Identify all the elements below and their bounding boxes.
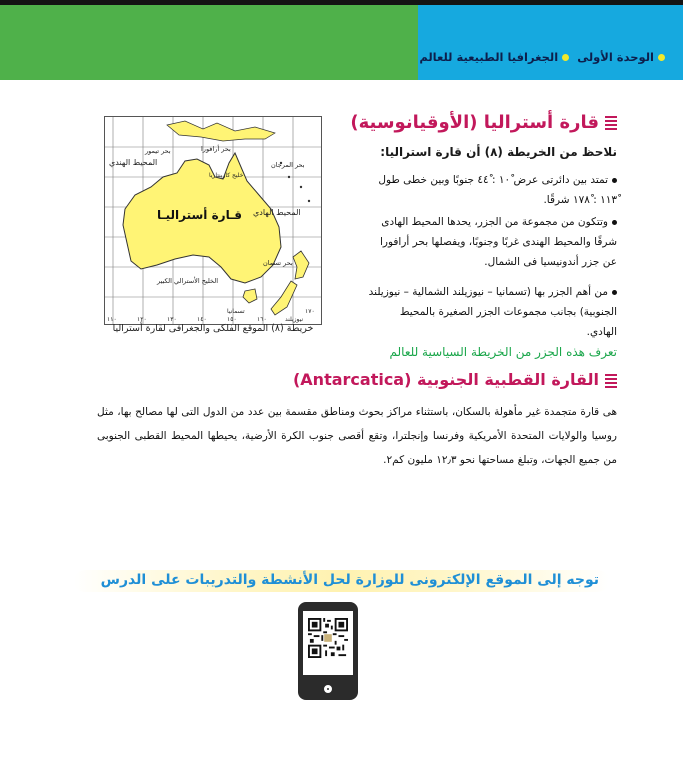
map-lon-tick: ١٧٠: [305, 308, 315, 315]
map-lon-tick: ١٢٠: [137, 316, 147, 323]
breadcrumb-chapter: الجغرافيا الطبيعية للعالم: [419, 50, 559, 64]
bullet-icon: [612, 220, 617, 225]
antarctica-title: القارة القطبية الجنوبية (Antarcatica): [292, 370, 599, 389]
phone-home-button-icon: [322, 683, 334, 695]
top-strip: [0, 0, 683, 5]
map-label-pacific-ocean: المحيط الهادي: [253, 208, 301, 217]
map-label-coral: بحر المرجان: [271, 161, 305, 169]
website-banner: [74, 570, 609, 592]
map-lon-tick: ١٤٠: [197, 316, 207, 323]
bullet-dot-icon: [658, 54, 665, 61]
top-banner: [0, 0, 683, 80]
qr-code-icon[interactable]: [308, 618, 348, 658]
australia-map: [104, 116, 322, 325]
map-lon-tick: ١٣٠: [167, 316, 177, 323]
bullet-icon: [612, 178, 617, 183]
breadcrumb: [419, 50, 669, 64]
bullet-dot-icon: [562, 54, 569, 61]
map-lon-tick: ١٦٠: [257, 316, 267, 323]
website-banner-text: توجه إلى الموقع الإلكترونى للوزارة لحل الأنشطة والتدريبات على الدرس: [100, 572, 599, 588]
breadcrumb-unit: الوحدة الأولى: [577, 50, 654, 64]
australia-bullet-1: [367, 170, 617, 210]
green-band: [0, 0, 418, 80]
australia-heading: [350, 112, 617, 133]
australia-intro: نلاحظ من الخريطة (٨) أن قارة استراليا:: [380, 145, 617, 159]
australia-bullet-3: [367, 282, 617, 342]
map-label-continent: قـارة أستراليـا: [157, 208, 243, 222]
antarctica-text: هى قارة متجمدة غير مأهولة بالسكان، باستثناء مراكز بحوث ومناطق مقسمة بين عدد من الدول التى لها مصالح بها، مثل روسيا والولايات المتحدة الأمريكية وفرنسا وإنجلترا، وتقع أقصى جنوب الكرة الأرضية، يحيطها المحيط القطبى الجنوبى من جميع الجهات، وتبلغ مساحتها نحو ١٢٫٣ مليون كم٢.: [97, 406, 617, 466]
map-label-timor: بحر تيمور: [145, 147, 171, 155]
blue-band: [418, 0, 683, 80]
map-label-tasman: بحر تسمان: [263, 259, 293, 267]
bullet-3-text: من أهم الجزر بها (تسمانيا – نيوزيلند الشمالية – نيوزيلند الجنوبية) بجانب مجموعات الجزر الصغيرة بالمحيط الهادي.: [368, 286, 617, 338]
map-label-indian-ocean: المحيط الهندي: [109, 158, 158, 167]
bullet-icon: [612, 290, 617, 295]
australia-title: قارة أستراليا (الأوقيانوسية): [350, 112, 599, 133]
map-label-carpentaria: خليج كاربنتاريا: [209, 172, 244, 179]
heading-marker-icon: [605, 374, 617, 388]
australia-bullet-2: [367, 212, 617, 272]
bullet-2-text: وتتكون من مجموعة من الجزر، يحدها المحيط الهادى شرقًا والمحيط الهندى غربًا وجنوبًا، ويفصلها بحر أرافورا عن جزر أندونيسيا فى الشمال.: [379, 216, 617, 268]
heading-marker-icon: [605, 116, 617, 130]
map-lon-tick: ١١٠: [107, 316, 117, 323]
map-label-tasmania: تسمانيا: [227, 308, 245, 315]
map-caption: خريطة (٨) الموقع الفلكى والجغرافى لقارة أستراليا: [112, 323, 314, 334]
map-label-arafura: بحر أرافورا: [201, 145, 231, 153]
bullet-1-text: تمتد بين دائرتى عرض ١٠ْ : ٤٤ْ جنوبًا وبين خطى طول ١١٣ْ : ١٧٨ْ شرقًا.: [378, 174, 617, 206]
phone-screen: [303, 611, 353, 675]
map-label-nz: نيوزيلند: [285, 316, 304, 323]
islands-tip: تعرف هذه الجزر من الخريطة السياسية للعالم: [389, 345, 617, 359]
map-lon-tick: ١٥٠: [227, 316, 237, 323]
antarctica-heading: [293, 370, 617, 389]
phone-qr-icon[interactable]: [298, 602, 358, 700]
map-label-bight: الخليج الأسترالي الكبير: [157, 277, 219, 285]
